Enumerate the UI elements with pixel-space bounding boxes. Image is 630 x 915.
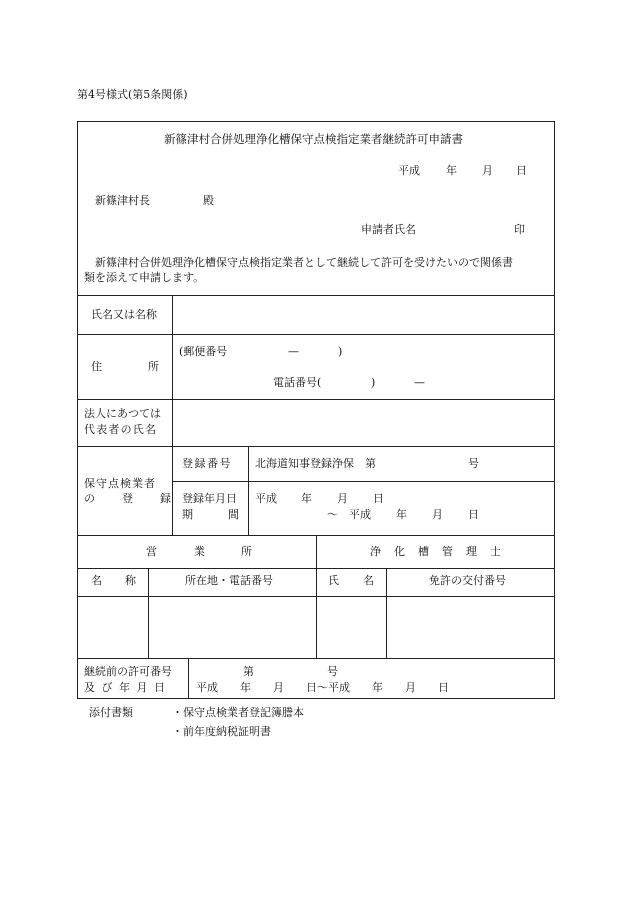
applicant-seal: 印 <box>514 223 525 236</box>
column-location: 所在地・電話番号 <box>185 574 273 587</box>
previous-permit-number-suffix: 号 <box>327 665 338 678</box>
address-label-2: 所 <box>148 360 159 373</box>
column-divider <box>172 295 173 535</box>
postal-prefix: (郵便番号 <box>179 345 228 358</box>
column-divider <box>386 568 387 658</box>
registration-period-tilde: ～ <box>327 508 338 521</box>
office-heading-char: 業 <box>194 545 205 558</box>
row-divider <box>172 481 554 482</box>
form-title: 新篠津村合併処理浄化槽保守点検指定業者継続許可申請書 <box>164 132 463 146</box>
registration-date-era: 平成 <box>255 492 277 505</box>
row-divider <box>78 295 554 296</box>
date-era: 平成 <box>398 164 420 177</box>
addressee-name: 新篠津村長 <box>95 194 150 207</box>
representative-label-2: 代表者の氏名 <box>84 423 158 436</box>
registration-date-month: 月 <box>337 492 348 505</box>
previous-permit-number-prefix: 第 <box>243 665 254 678</box>
postal-close: ) <box>338 345 343 358</box>
registration-date-day: 日 <box>373 492 384 505</box>
registration-period-month: 月 <box>432 508 443 521</box>
column-person-char: 氏 <box>328 574 339 587</box>
phone-prefix: 電話番号( <box>273 376 322 389</box>
column-divider <box>248 446 249 535</box>
registration-number-value: 北海道知事登録浄保 第 <box>255 457 376 470</box>
registration-label-1: 保守点検業者 <box>84 477 156 490</box>
office-heading-char: 営 <box>146 545 157 558</box>
registration-number-suffix: 号 <box>468 457 479 470</box>
registration-period-era: 平成 <box>349 508 371 521</box>
registration-date-label-1: 登録年月日 <box>182 492 237 505</box>
office-heading-char: 所 <box>241 545 252 558</box>
previous-permit-label-1: 継続前の許可番号 <box>84 665 172 678</box>
registration-label-2a: の <box>84 492 95 505</box>
date-month: 月 <box>482 164 493 177</box>
registration-number-label: 登録番号 <box>182 457 232 470</box>
registration-period-day: 日 <box>468 508 479 521</box>
manager-heading-char: 化 <box>394 545 405 558</box>
previous-permit-date: 平成 年 月 日～平成 年 月 日 <box>196 681 449 694</box>
name-label: 氏名又は名称 <box>91 308 157 321</box>
column-person-char: 名 <box>363 574 374 587</box>
registration-period-year: 年 <box>396 508 407 521</box>
address-label-1: 住 <box>91 360 102 373</box>
registration-label-2c: 録 <box>160 492 171 505</box>
registration-date-year: 年 <box>301 492 312 505</box>
attachments-label: 添付書類 <box>89 706 133 719</box>
row-divider <box>78 334 554 335</box>
manager-heading-char: 管 <box>442 545 453 558</box>
date-day: 日 <box>516 164 527 177</box>
manager-heading-char: 理 <box>466 545 477 558</box>
column-divider <box>148 568 149 658</box>
column-license: 免許の交付番号 <box>429 574 506 587</box>
column-divider <box>316 535 317 658</box>
attachment-item: ・保守点検業者登記簿謄本 <box>172 706 304 719</box>
postal-dash: — <box>288 345 299 358</box>
phone-close: ) <box>371 376 376 389</box>
registration-date-label-2a: 期 <box>182 508 193 521</box>
representative-label-1: 法人にあつては <box>84 407 161 420</box>
column-name-char: 称 <box>125 574 136 587</box>
applicant-label: 申請者氏名 <box>361 223 416 236</box>
form-number: 第4号様式(第5条関係) <box>77 88 188 101</box>
addressee-honorific: 殿 <box>203 194 214 207</box>
previous-permit-label-2: 及び年月日 <box>84 681 172 694</box>
manager-heading-char: 士 <box>490 545 501 558</box>
manager-heading-char: 浄 <box>370 545 381 558</box>
column-divider <box>188 658 189 698</box>
body-text-line-1: 新篠津村合併処理浄化槽保守点検指定業者として継続して許可を受けたいので関係書 <box>95 256 513 269</box>
row-divider <box>78 658 554 659</box>
column-name-char: 名 <box>91 574 102 587</box>
date-year: 年 <box>446 164 457 177</box>
manager-heading-char: 槽 <box>418 545 429 558</box>
registration-label-2b: 登 <box>122 492 133 505</box>
phone-dash: — <box>414 376 425 389</box>
body-text-line-2: 類を添えて申請します。 <box>84 271 205 284</box>
registration-date-label-2b: 間 <box>228 508 239 521</box>
application-form <box>77 121 555 699</box>
row-divider <box>78 446 554 447</box>
attachment-item: ・前年度納税証明書 <box>172 725 271 738</box>
row-divider <box>78 399 554 400</box>
